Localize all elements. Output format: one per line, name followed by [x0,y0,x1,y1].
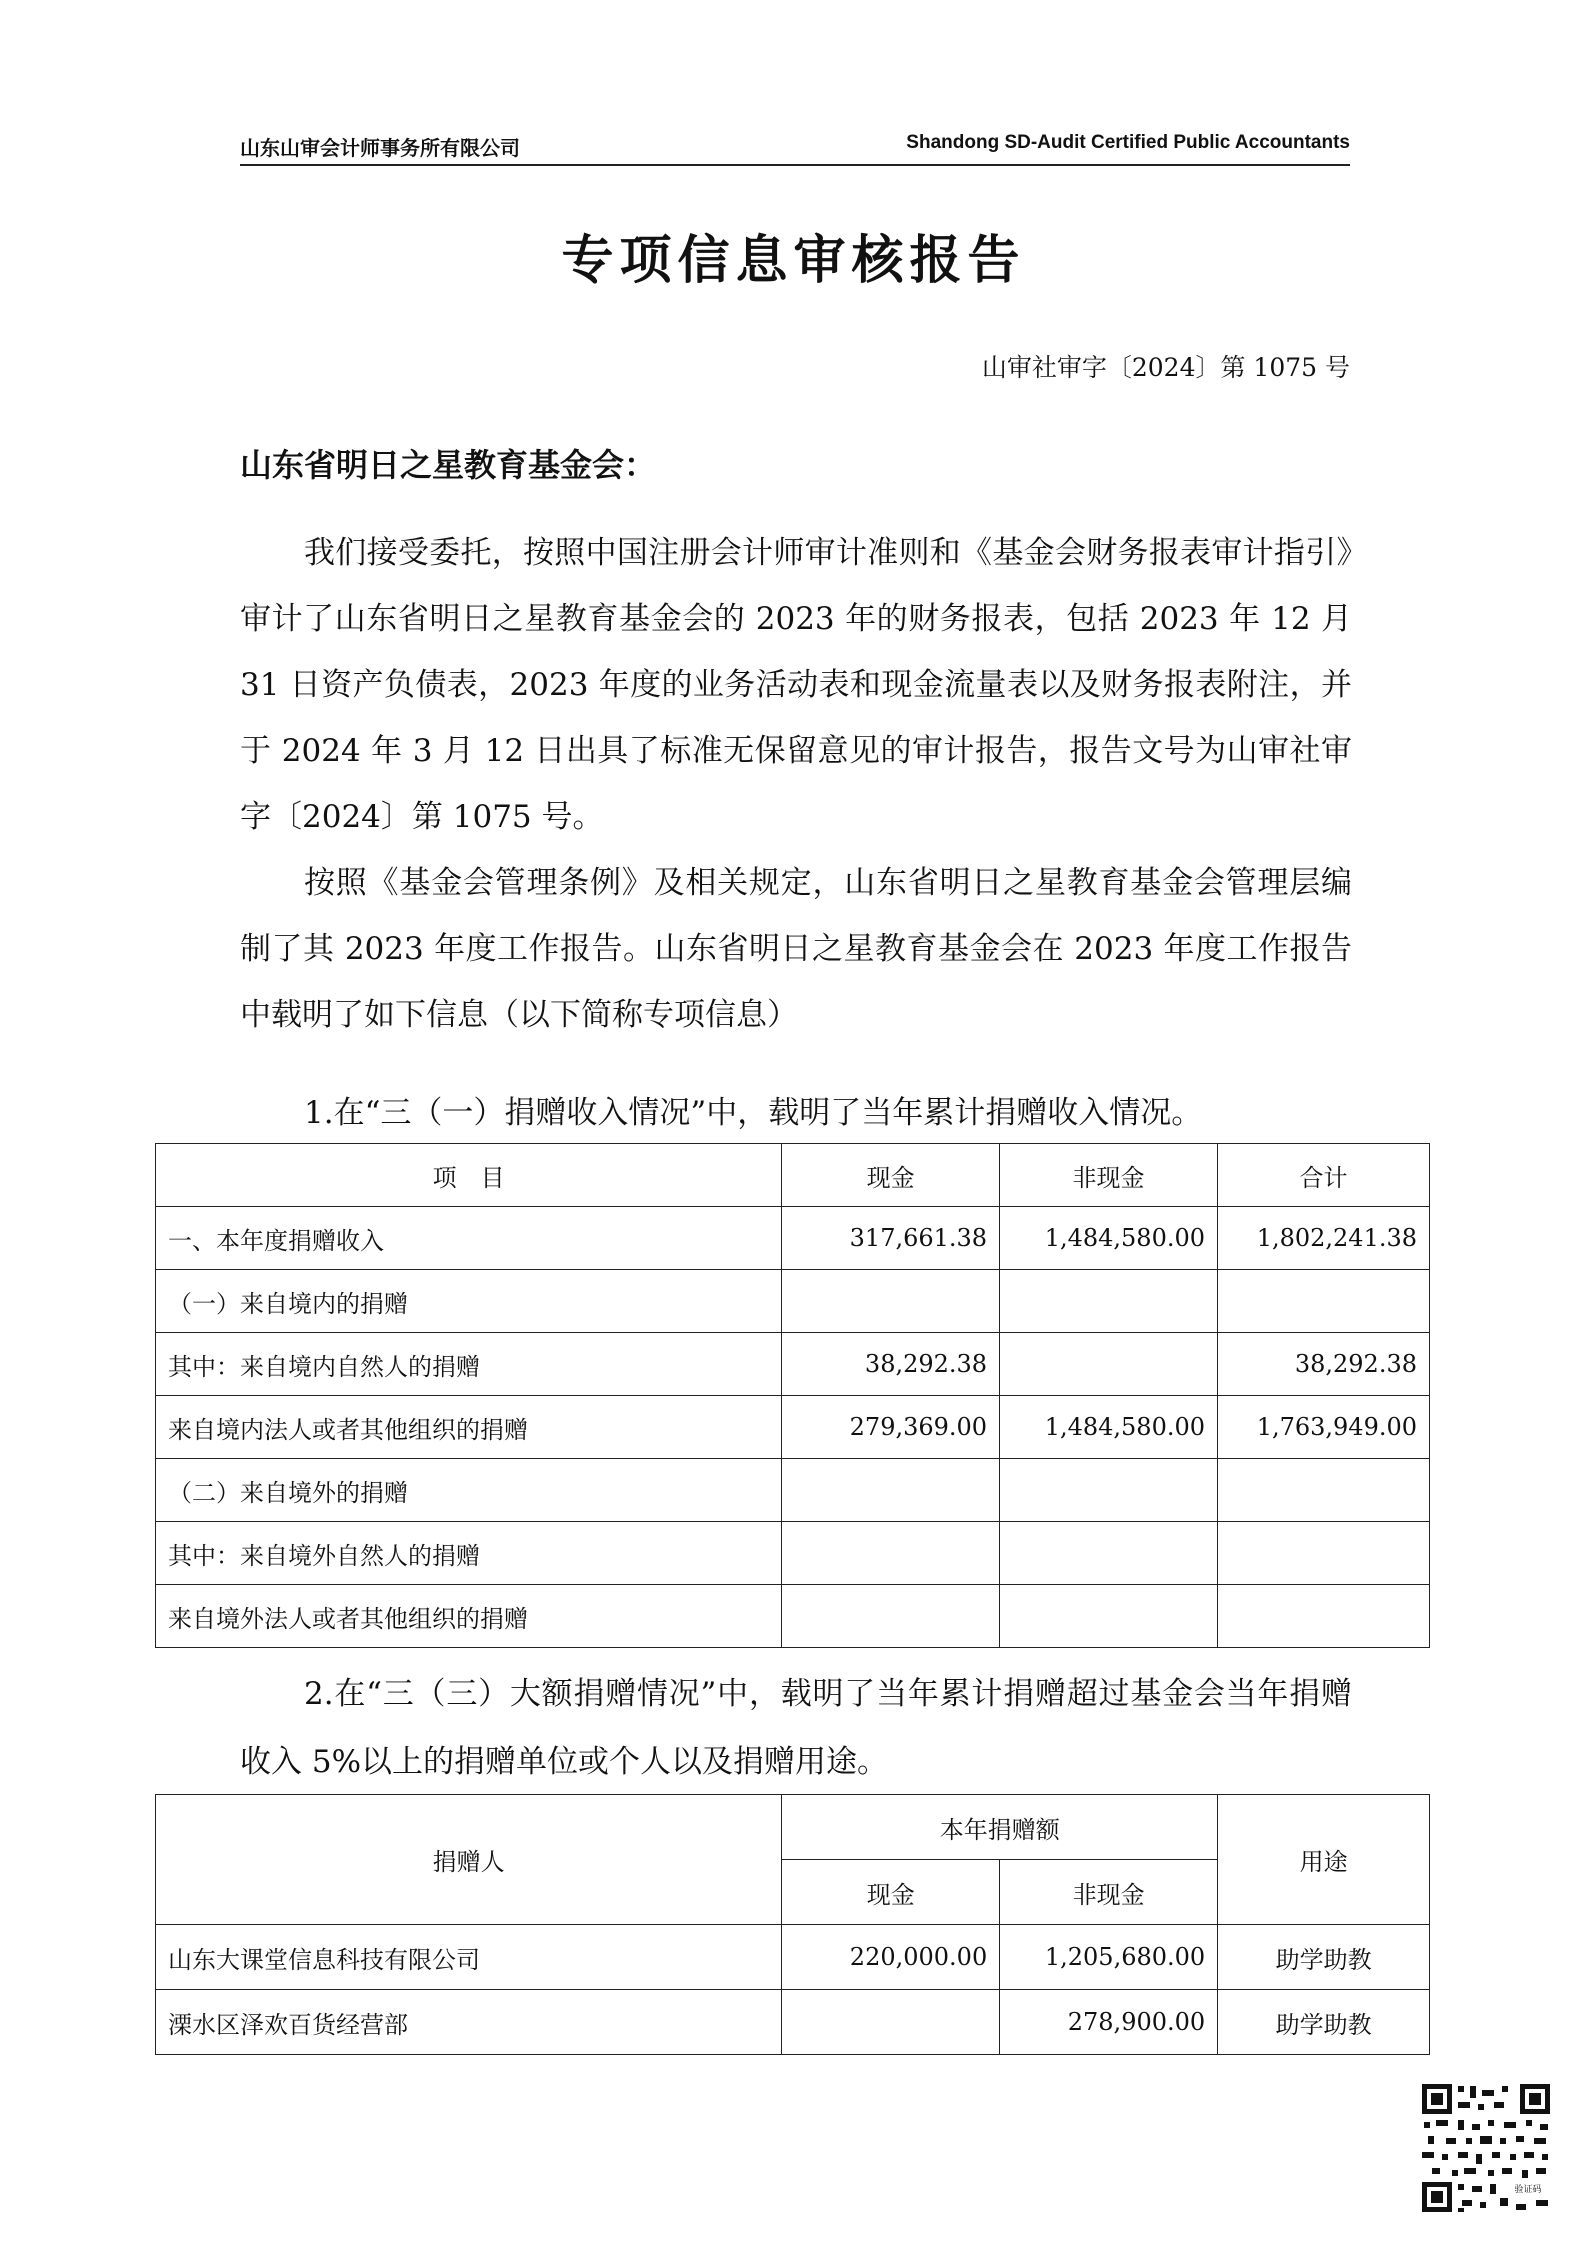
cell-total: 38,292.38 [1218,1333,1430,1396]
cell-noncash [1000,1522,1218,1585]
row-label: （二）来自境外的捐赠 [156,1459,782,1522]
paragraph-item-1: 1.在“三（一）捐赠收入情况”中，载明了当年累计捐赠收入情况。 [304,1095,1203,1131]
table-row [156,1522,1430,1585]
header-amount: 本年捐赠额 [782,1795,1218,1860]
cell-use: 助学助教 [1218,1990,1430,2055]
header-use: 用途 [1218,1795,1430,1925]
paragraph-basis: 按照《基金会管理条例》及相关规定，山东省明日之星教育基金会管理层编制了其 2023 年度工作报告。山东省明日之星教育基金会在 2023 年度工作报告中载明了如下信息（以下简称专项信息） [240,865,1352,1033]
cell-noncash [1000,1585,1218,1648]
header-total: 合计 [1218,1144,1430,1207]
cell-noncash [1000,1459,1218,1522]
cell-noncash: 1,205,680.00 [1000,1925,1218,1990]
major-donations-table [155,1794,1430,2055]
report-title: 专项信息审核报告 [561,231,1026,291]
row-label: （一）来自境内的捐赠 [156,1270,782,1333]
paragraph-engagement: 我们接受委托，按照中国注册会计师审计准则和《基金会财务报表审计指引》审计了山东省明日之星教育基金会的 2023 年的财务报表，包括 2023 年 12 月 31 日资产负债表，2023 年度的业务活动表和现金流量表以及财务报表附注，并于 2024 年 3 月 12 日出具了标准无保留意见的审计报告，报告文号为山审社审字〔2024〕第 1075 号。 [240,535,1352,835]
table-row [156,1207,1430,1270]
cell-noncash [1000,1270,1218,1333]
cell-use: 助学助教 [1218,1925,1430,1990]
cell-noncash: 1,484,580.00 [1000,1207,1218,1270]
header-cash: 现金 [782,1144,1000,1207]
table-row [156,1585,1430,1648]
qr-label: 验证码 [1514,2185,1542,2195]
cell-cash: 317,661.38 [782,1207,1000,1270]
row-label: 来自境外法人或者其他组织的捐赠 [156,1585,782,1648]
table-row [156,1270,1430,1333]
cell-total [1218,1585,1430,1648]
cell-cash [782,1459,1000,1522]
table-row [156,1459,1430,1522]
cell-total [1218,1459,1430,1522]
cell-cash: 279,369.00 [782,1396,1000,1459]
addressee: 山东省明日之星教育基金会： [240,446,657,484]
row-label: 其中：来自境外自然人的捐赠 [156,1522,782,1585]
row-label: 其中：来自境内自然人的捐赠 [156,1333,782,1396]
table-header-row [156,1795,1430,1860]
cell-cash: 220,000.00 [782,1925,1000,1990]
firm-name-en: Shandong SD-Audit Certified Public Accountants [906,132,1350,153]
cell-total [1218,1522,1430,1585]
cell-cash [782,1270,1000,1333]
cell-cash [782,1585,1000,1648]
document-number: 山审社审字〔2024〕第 1075 号 [981,353,1350,382]
donation-income-table [155,1143,1430,1648]
header-item: 项 目 [156,1144,782,1207]
verification-qr-code-icon[interactable] [1418,2080,1554,2216]
table-row [156,1925,1430,1990]
cell-cash: 38,292.38 [782,1333,1000,1396]
header-noncash: 非现金 [1000,1860,1218,1925]
row-label: 一、本年度捐赠收入 [156,1207,782,1270]
cell-noncash [1000,1333,1218,1396]
header-noncash: 非现金 [1000,1144,1218,1207]
table-row [156,1333,1430,1396]
table-row [156,1396,1430,1459]
cell-cash [782,1990,1000,2055]
firm-name-cn: 山东山审会计师事务所有限公司 [240,136,520,160]
cell-noncash: 278,900.00 [1000,1990,1218,2055]
table-header-row [156,1144,1430,1207]
donor-name: 溧水区泽欢百货经营部 [156,1990,782,2055]
cell-total: 1,763,949.00 [1218,1396,1430,1459]
paragraph-item-2: 2.在“三（三）大额捐赠情况”中，载明了当年累计捐赠超过基金会当年捐赠收入 5%以上的捐赠单位或个人以及捐赠用途。 [240,1676,1352,1780]
page-header [240,128,1350,166]
cell-cash [782,1522,1000,1585]
cell-total [1218,1270,1430,1333]
cell-noncash: 1,484,580.00 [1000,1396,1218,1459]
cell-total: 1,802,241.38 [1218,1207,1430,1270]
header-cash: 现金 [782,1860,1000,1925]
donor-name: 山东大课堂信息科技有限公司 [156,1925,782,1990]
header-donor: 捐赠人 [156,1795,782,1925]
row-label: 来自境内法人或者其他组织的捐赠 [156,1396,782,1459]
table-row [156,1990,1430,2055]
